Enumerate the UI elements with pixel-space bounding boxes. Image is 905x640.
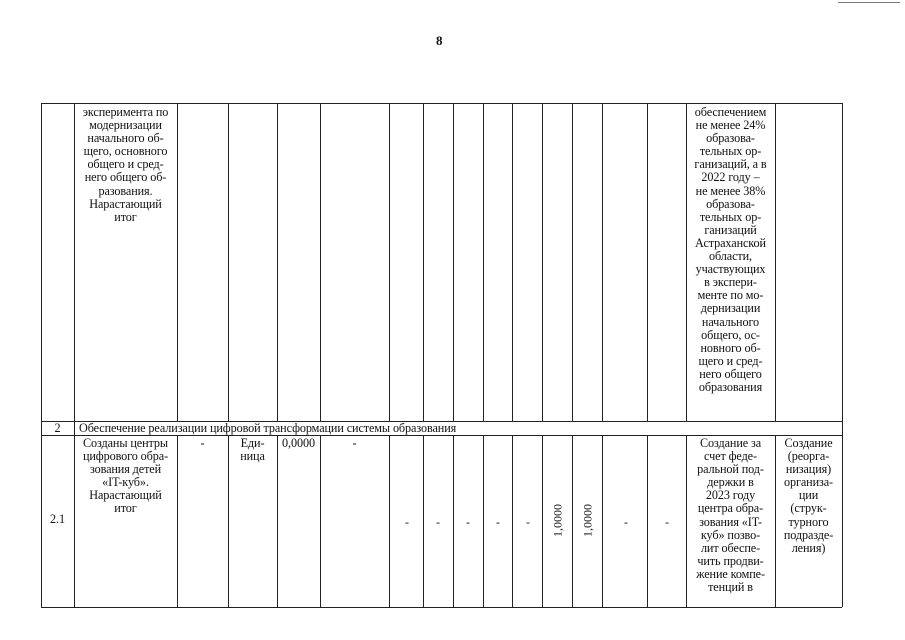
- item-base-year: -: [352, 436, 357, 450]
- col-border-10a: [512, 103, 513, 421]
- item-value-dash: -: [405, 515, 409, 529]
- item-info-system-cell: Создание (реорга- низация) организа- ции (струк- турного подразде- ления): [783, 436, 834, 555]
- col-border-2a: [177, 103, 178, 421]
- col-border-12b: [572, 435, 573, 607]
- item-value-dash: -: [665, 515, 669, 529]
- col-border-13a: [602, 103, 603, 421]
- col-border-5a: [320, 103, 321, 421]
- col-border-end: [842, 103, 843, 607]
- item-number: 2.1: [50, 512, 65, 526]
- col-border-6b: [389, 435, 390, 607]
- col-border-4b: [277, 435, 278, 607]
- section-number: 2: [54, 421, 61, 435]
- item-value-dash: -: [496, 515, 500, 529]
- item-value-2022: 1,0000: [550, 504, 565, 537]
- col-border-4a: [277, 103, 278, 421]
- result-cell: обеспечением не менее 24% образова- тельных ор- ганизаций, а в 2022 году – не менее 38% образова- тельных ор- ганизаций Астраханской области, участвующих в экспери- менте по мо- дернизации начального общего, ос- новного об- щего и сред- него общего образования: [694, 105, 767, 394]
- col-border-9b: [483, 435, 484, 607]
- item-value-dash: -: [526, 515, 530, 529]
- indicator-cell: эксперимента по модернизации начального об- щего, основного общего и сред- него общего об- разования. Нарастающий итог: [82, 105, 169, 224]
- page-number: 8: [436, 33, 443, 48]
- col-border-5b: [320, 435, 321, 607]
- item-indicator-cell: Созданы центры цифрового обра- зования детей «IT-куб». Нарастающий итог: [82, 436, 169, 516]
- col-border-14b: [647, 435, 648, 607]
- col-border-14a: [647, 103, 648, 421]
- col-border-0: [41, 103, 42, 607]
- item-value-dash: -: [436, 515, 440, 529]
- item-value-dash: -: [466, 515, 470, 529]
- table-bottom-border: [41, 607, 842, 608]
- item-value-dash: -: [624, 515, 628, 529]
- col-border-8a: [453, 103, 454, 421]
- col-border-7b: [423, 435, 424, 607]
- table-top-border: [41, 103, 842, 104]
- item-level: -: [200, 436, 205, 450]
- item-value-2023: 1,0000: [580, 504, 595, 537]
- col-border-11b: [542, 435, 543, 607]
- col-border-8b: [453, 435, 454, 607]
- col-border-3a: [228, 103, 229, 421]
- item-result-cell: Создание за счет феде- ральной под- держки в 2023 году центра обра- зования «IT- куб» позво- лит обеспе- чить продви- жение компе- тенций в: [696, 436, 765, 595]
- item-unit: Еди- ница: [240, 436, 265, 464]
- col-border-16a: [775, 103, 776, 421]
- col-border-7a: [423, 103, 424, 421]
- col-border-10b: [512, 435, 513, 607]
- item-base-value: 0,0000: [282, 436, 315, 450]
- col-border-9a: [483, 103, 484, 421]
- col-border-2b: [177, 435, 178, 607]
- col-border-13b: [602, 435, 603, 607]
- col-border-6a: [389, 103, 390, 421]
- col-border-12a: [572, 103, 573, 421]
- section-title: Обеспечение реализации цифровой трансформации системы образования: [79, 421, 457, 435]
- col-border-11a: [542, 103, 543, 421]
